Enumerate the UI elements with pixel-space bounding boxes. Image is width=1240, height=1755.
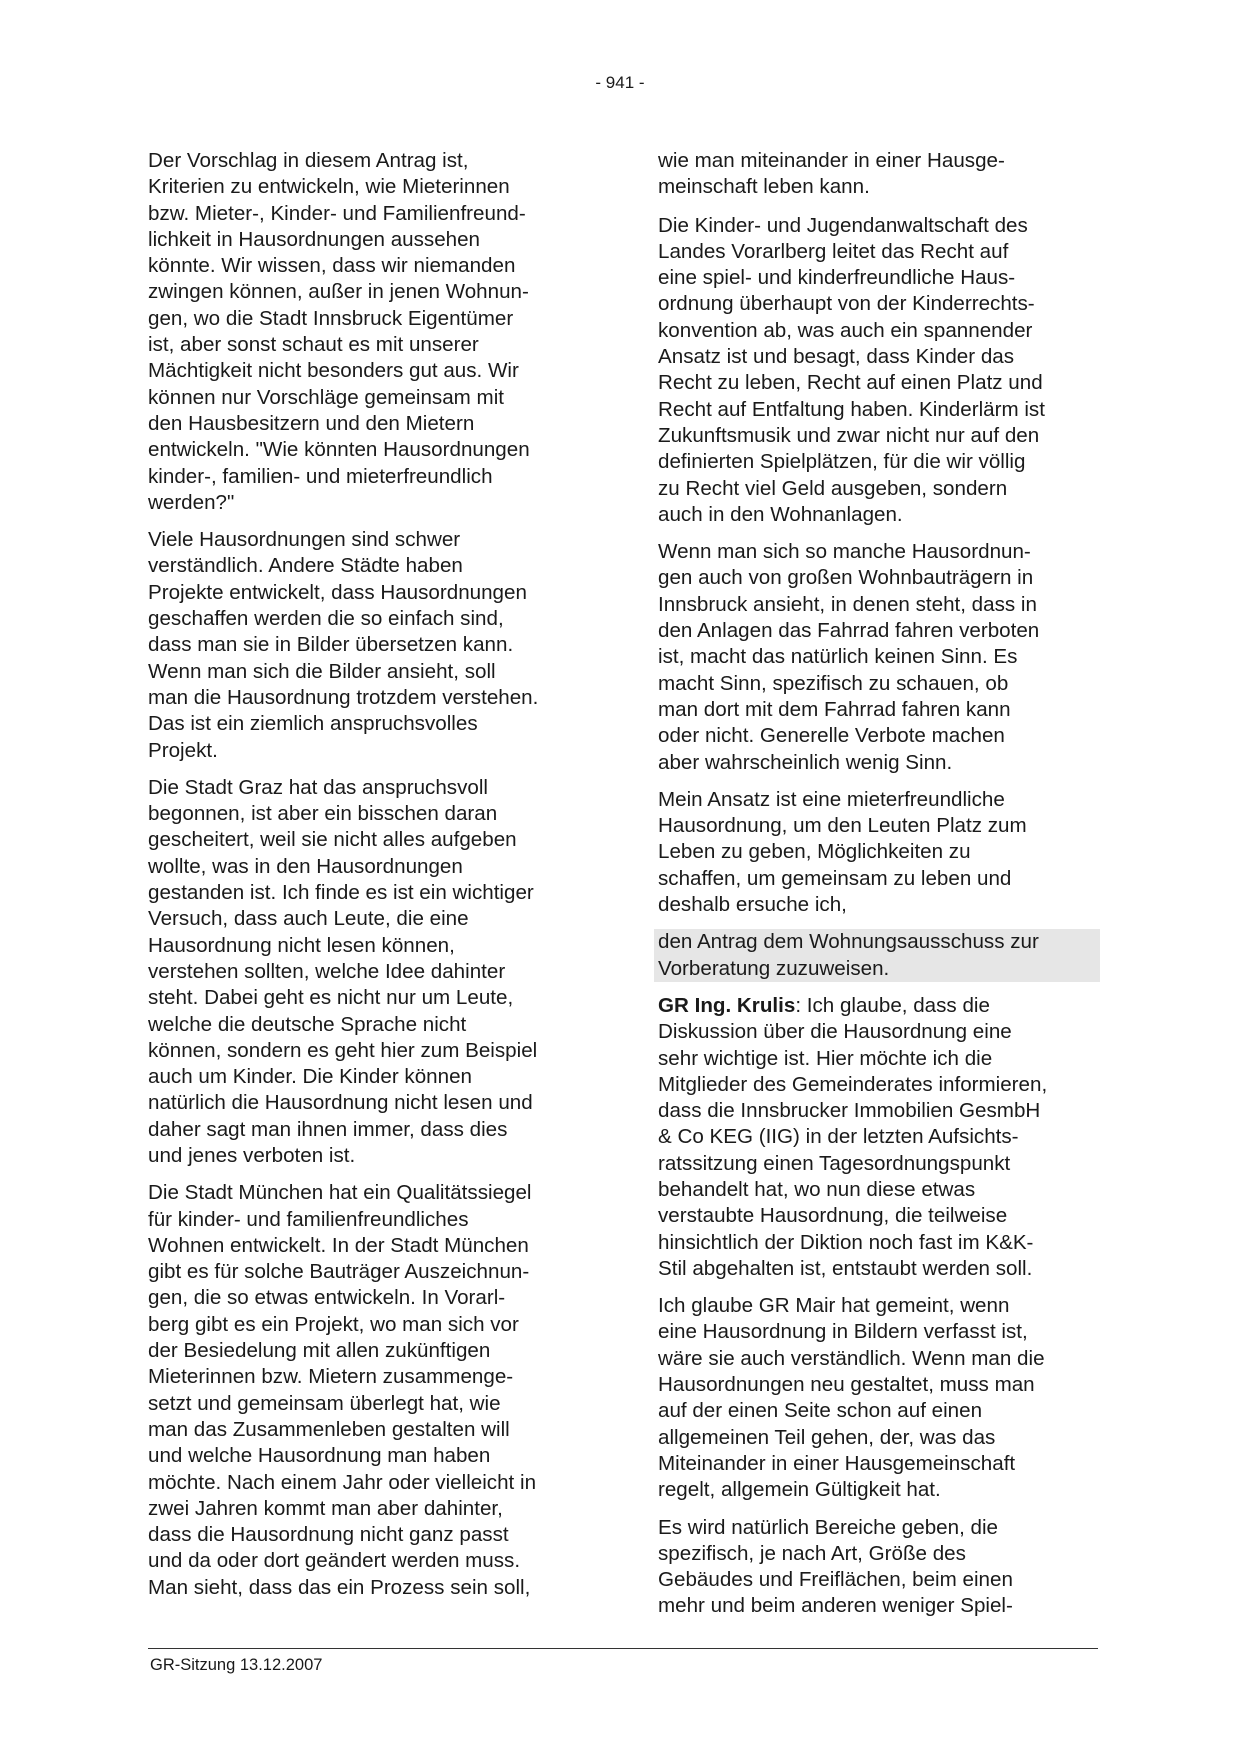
paragraph: Mein Ansatz ist eine mieterfreundliche Hausordnung, um den Leuten Platz zum Leben zu geben, Möglichkeiten zu schaffen, um gemeinsam zu leben und deshalb ersuche ich, [658,787,1027,917]
paragraph: Viele Hausordnungen sind schwer verständlich. Andere Städte haben Projekte entwickelt, dass Hausordnungen geschaffen werden die so einfach sind, dass man sie in Bilder übersetzen kann. Wenn man sich die Bilder ansieht, soll man die Hausordnung trotzdem verstehen. Das ist ein ziemlich anspruchsvolles Projekt. [148,528,539,762]
paragraph: Die Kinder- und Jugendanwaltschaft des Landes Vorarlberg leitet das Recht auf eine spiel- und kinderfreundliche Haus- ordnung überhaupt von der Kinderrechts- konvention ab, was auch ein spannender Ansatz ist und besagt, dass Kinder das Recht zu leben, Recht auf einen Platz und Recht auf Entfaltung haben. Kinderlärm ist Zukunftsmusik und zwar nicht nur auf den definierten Spielplätzen, für die wir völlig zu Recht viel Geld ausgeben, sondern auch in den Wohnanlagen. [658,213,1045,526]
page-number: - 941 - [595,73,645,92]
footer-session-date: GR-Sitzung 13.12.2007 [150,1656,323,1674]
speaker-paragraph [658,993,1098,1282]
speaker-text: : Ich glaube, dass die Diskussion über die Hausordnung eine sehr wichtige ist. Hier möchte ich die Mitglieder des Gemeinderates informieren, dass die Innsbrucker Immobilien GesmbH & Co KEG (IIG) in der letzten Aufsichts- ratssitzung einen Tagesordnungspunkt behandelt hat, wo nun diese etwas verstaubte Hausordnung, die teilweise hinsichtlich der Diktion noch fast im K&K- Stil abgehalten ist, entstaubt werden soll. [658,993,1048,1280]
motion-highlight: den Antrag dem Wohnungsausschuss zur Vorberatung zuzuweisen. [654,929,1100,982]
right-column [658,148,1098,1631]
paragraph: Die Stadt Graz hat das anspruchsvoll begonnen, ist aber ein bisschen daran gescheitert, weil sie nicht alles aufgeben wollte, was in den Hausordnungen gestanden ist. Ich finde es ist ein wichtiger Versuch, dass auch Leute, die eine Hausordnung nicht lesen können, verstehen sollten, welche Idee dahinter steht. Dabei geht es nicht nur um Leute, welche die deutsche Sprache nicht können, sondern es geht hier zum Beispiel auch um Kinder. Die Kinder können natürlich die Hausordnung nicht lesen und daher sagt man ihnen immer, dass dies und jenes verboten ist. [148,775,538,1167]
speaker-name: GR Ing. Krulis [658,993,796,1017]
paragraph: Ich glaube GR Mair hat gemeint, wenn eine Hausordnung in Bildern verfasst ist, wäre sie auch verständlich. Wenn man die Hausordnungen neu gestaltet, muss man auf der einen Seite schon auf einen allgemeinen Teil gehen, der, was das Miteinander in einer Hausgemeinschaft regelt, allgemein Gültigkeit hat. [658,1294,1045,1502]
left-column [148,148,592,1612]
footer-divider [148,1648,1098,1649]
paragraph: Der Vorschlag in diesem Antrag ist, Kriterien zu entwickeln, wie Mieterinnen bzw. Mieter-, Kinder- und Familienfreund- lichkeit in Hausordnungen aussehen könnte. Wir wissen, dass wir niemanden zwingen können, außer in jenen Wohnun- gen, wo die Stadt Innsbruck Eigentümer ist, aber sonst schaut es mit unserer Mächtigkeit nicht besonders gut aus. Wir können nur Vorschläge gemeinsam mit den Hausbesitzern und den Mietern entwickeln. "Wie könnten Hausordnungen kinder-, familien- und mieterfreundlich werden?" [148,149,530,514]
paragraph: Die Stadt München hat ein Qualitätssiegel für kinder- und familienfreundliches Wohnen entwickelt. In der Stadt München gibt es für solche Bauträger Auszeichnun- gen, die so etwas entwickeln. In Vorarl- berg gibt es ein Projekt, wo man sich vor der Besiedelung mit allen zukünftigen Mieterinnen bzw. Mietern zusammenge- setzt und gemeinsam überlegt hat, wie man das Zusammenleben gestalten will und welche Hausordnung man haben möchte. Nach einem Jahr oder vielleicht in zwei Jahren kommt man aber dahinter, dass die Hausordnung nicht ganz passt und da oder dort geändert werden muss. Man sieht, dass das ein Prozess sein soll, [148,1181,537,1599]
paragraph: Wenn man sich so manche Hausordnun- gen auch von großen Wohnbauträgern in Innsbruck ansieht, in denen steht, dass in den Anlagen das Fahrrad fahren verboten ist, macht das natürlich keinen Sinn. Es macht Sinn, spezifisch zu schauen, ob man dort mit dem Fahrrad fahren kann oder nicht. Generelle Verbote machen aber wahrscheinlich wenig Sinn. [658,540,1040,774]
paragraph: Es wird natürlich Bereiche geben, die spezifisch, je nach Art, Größe des Gebäudes und Freiflächen, beim einen mehr und beim anderen weniger Spiel- [658,1515,1013,1618]
paragraph: wie man miteinander in einer Hausge- meinschaft leben kann. [658,149,1005,199]
